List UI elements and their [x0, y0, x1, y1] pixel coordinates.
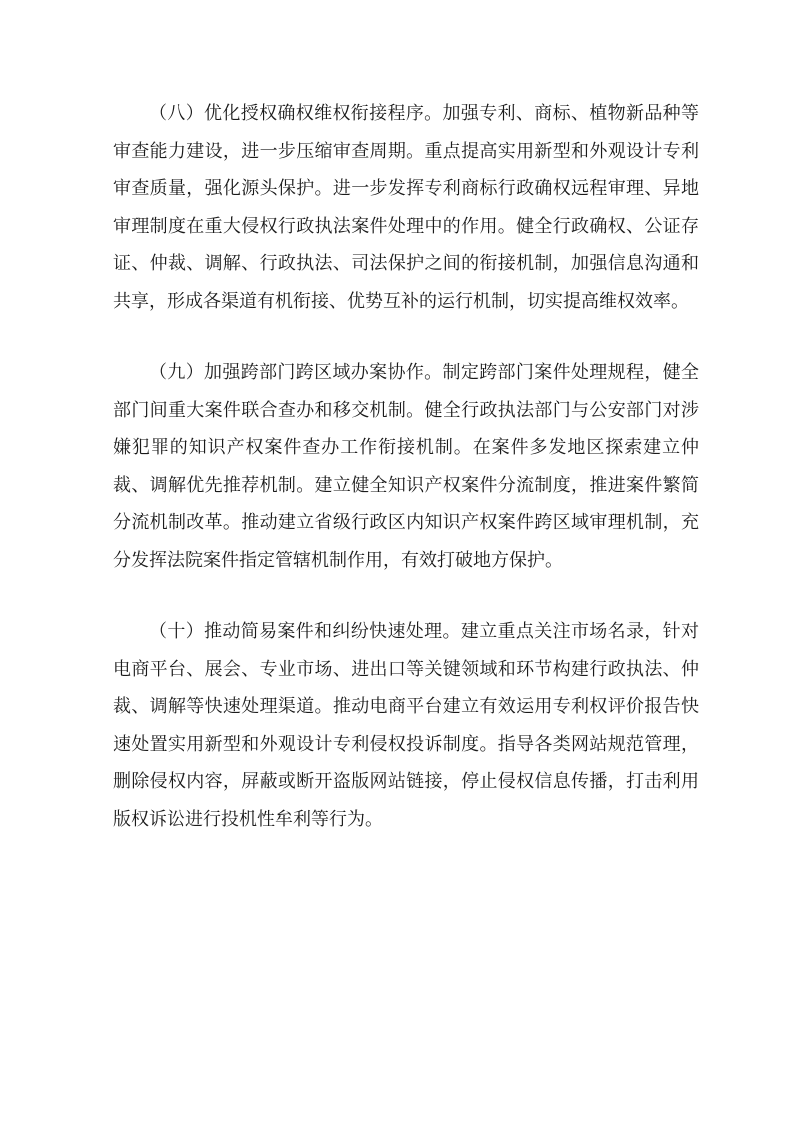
- paragraph-10: [113, 613, 699, 838]
- paragraph-8-text: 优化授权确权维权衔接程序。加强专利、商标、植物新品种等审查能力建设，进一步压缩审查周期。重点提高实用新型和外观设计专利审查质量，强化源头保护。进一步发挥专利商标行政确权远程审理、异地审理制度在重大侵权行政执法案件处理中的作用。健全行政确权、公证存证、仲裁、调解、行政执法、司法保护之间的衔接机制，加强信息沟通和共享，形成各渠道有机衔接、优势互补的运行机制，切实提高维权效率。: [113, 103, 700, 312]
- paragraph-10-text: 推动简易案件和纠纷快速处理。建立重点关注市场名录，针对电商平台、展会、专业市场、进出口等关键领域和环节构建行政执法、仲裁、调解等快速处理渠道。推动电商平台建立有效运用专利权评价报告快速处置实用新型和外观设计专利侵权投诉制度。指导各类网站规范管理，删除侵权内容，屏蔽或断开盗版网站链接，停止侵权信息传播，打击利用版权诉讼进行投机性牟利等行为。: [113, 621, 700, 830]
- paragraph-9: [113, 354, 699, 579]
- paragraph-9-text: 加强跨部门跨区域办案协作。制定跨部门案件处理规程，健全部门间重大案件联合查办和移交机制。健全行政执法部门与公安部门对涉嫌犯罪的知识产权案件查办工作衔接机制。在案件多发地区探索建立仲裁、调解优先推荐机制。建立健全知识产权案件分流制度，推进案件繁简分流机制改革。推动建立省级行政区内知识产权案件跨区域审理机制，充分发挥法院案件指定管辖机制作用，有效打破地方保护。: [113, 362, 700, 571]
- paragraph-8-number: （八）: [149, 103, 205, 124]
- paragraph-10-number: （十）: [149, 621, 205, 642]
- paragraph-9-number: （九）: [149, 362, 205, 383]
- document-body: [113, 95, 699, 872]
- paragraph-8: [113, 95, 699, 320]
